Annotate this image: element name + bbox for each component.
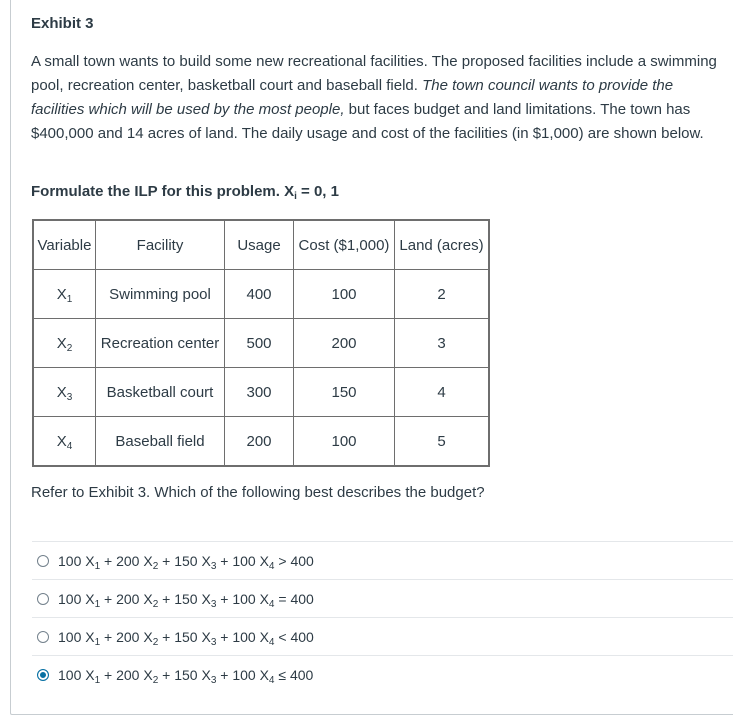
variable-cell: $X_1$ (33, 270, 96, 319)
cost-cell: 100 (294, 270, 395, 319)
usage-cell: 300 (225, 368, 294, 417)
problem-description (31, 50, 721, 146)
description-italic: The town council wants to provide the facilities which will be used by the most people, (31, 77, 674, 118)
answer-options (32, 541, 733, 693)
land-cell: 2 (395, 270, 490, 319)
formulate-instruction (31, 183, 339, 200)
usage-cell: 500 (225, 319, 294, 368)
option-label: 100 $X_1 + 200$ $X_2 + 150$ $X_3 + 100$ $X_4 = 400$ (58, 590, 314, 610)
formulate-tail: = 0, 1 (296, 183, 339, 200)
answer-option-1[interactable] (32, 541, 733, 579)
variable-cell: $X_4$ (33, 417, 96, 467)
table-row (33, 368, 489, 417)
variable-cell: $X_3$ (33, 368, 96, 417)
option-label: 100 $X_1 + 200$ $X_2 + 150$ $X_3 + 100$ $X_4 \le 400$ (58, 666, 314, 686)
variable-cell: $X_2$ (33, 319, 96, 368)
question-text: Refer to Exhibit 3. Which of the following best describes the budget? (31, 484, 485, 501)
facility-cell: Recreation center (96, 319, 225, 368)
header-usage: Usage (225, 220, 294, 270)
cost-cell: 200 (294, 319, 395, 368)
cost-cell: 100 (294, 417, 395, 467)
exhibit-title: Exhibit 3 (31, 15, 94, 32)
header-cost: Cost ($1,000) (294, 220, 395, 270)
table-row (33, 270, 489, 319)
answer-option-4[interactable] (32, 655, 733, 693)
description-part-1: A small town wants to build some new recreational facilities. The proposed facilities include a swimming pool, recreation center, basketball court and baseball field. (31, 53, 717, 94)
radio-button[interactable] (37, 631, 49, 643)
cost-cell: 150 (294, 368, 395, 417)
header-facility: Facility (96, 220, 225, 270)
formulate-subscript: i (294, 191, 297, 202)
answer-option-3[interactable] (32, 617, 733, 655)
land-cell: 3 (395, 319, 490, 368)
header-land: Land (acres) (395, 220, 490, 270)
exhibit-table (32, 219, 490, 467)
table-row (33, 319, 489, 368)
land-cell: 5 (395, 417, 490, 467)
facility-cell: Baseball field (96, 417, 225, 467)
option-label: 100 $X_1 + 200$ $X_2 + 150$ $X_3 + 100$ $X_4 > 400$ (58, 552, 314, 572)
table-row (33, 417, 489, 467)
option-label: 100 $X_1 + 200$ $X_2 + 150$ $X_3 + 100$ $X_4 < 400$ (58, 628, 314, 648)
radio-button[interactable] (37, 555, 49, 567)
formulate-text: Formulate the ILP for this problem. X (31, 183, 295, 200)
answer-option-2[interactable] (32, 579, 733, 617)
radio-button-selected[interactable] (37, 669, 49, 681)
description-part-2: but faces budget and land limitations. The town has $400,000 and 14 acres of land. The daily usage and cost of the facilities (in $1,000) are shown below. (31, 101, 704, 142)
radio-button[interactable] (37, 593, 49, 605)
facility-cell: Basketball court (96, 368, 225, 417)
land-cell: 4 (395, 368, 490, 417)
usage-cell: 400 (225, 270, 294, 319)
table-header-row (33, 220, 489, 270)
usage-cell: 200 (225, 417, 294, 467)
header-variable: Variable (33, 220, 96, 270)
facility-cell: Swimming pool (96, 270, 225, 319)
question-card (10, 0, 733, 715)
